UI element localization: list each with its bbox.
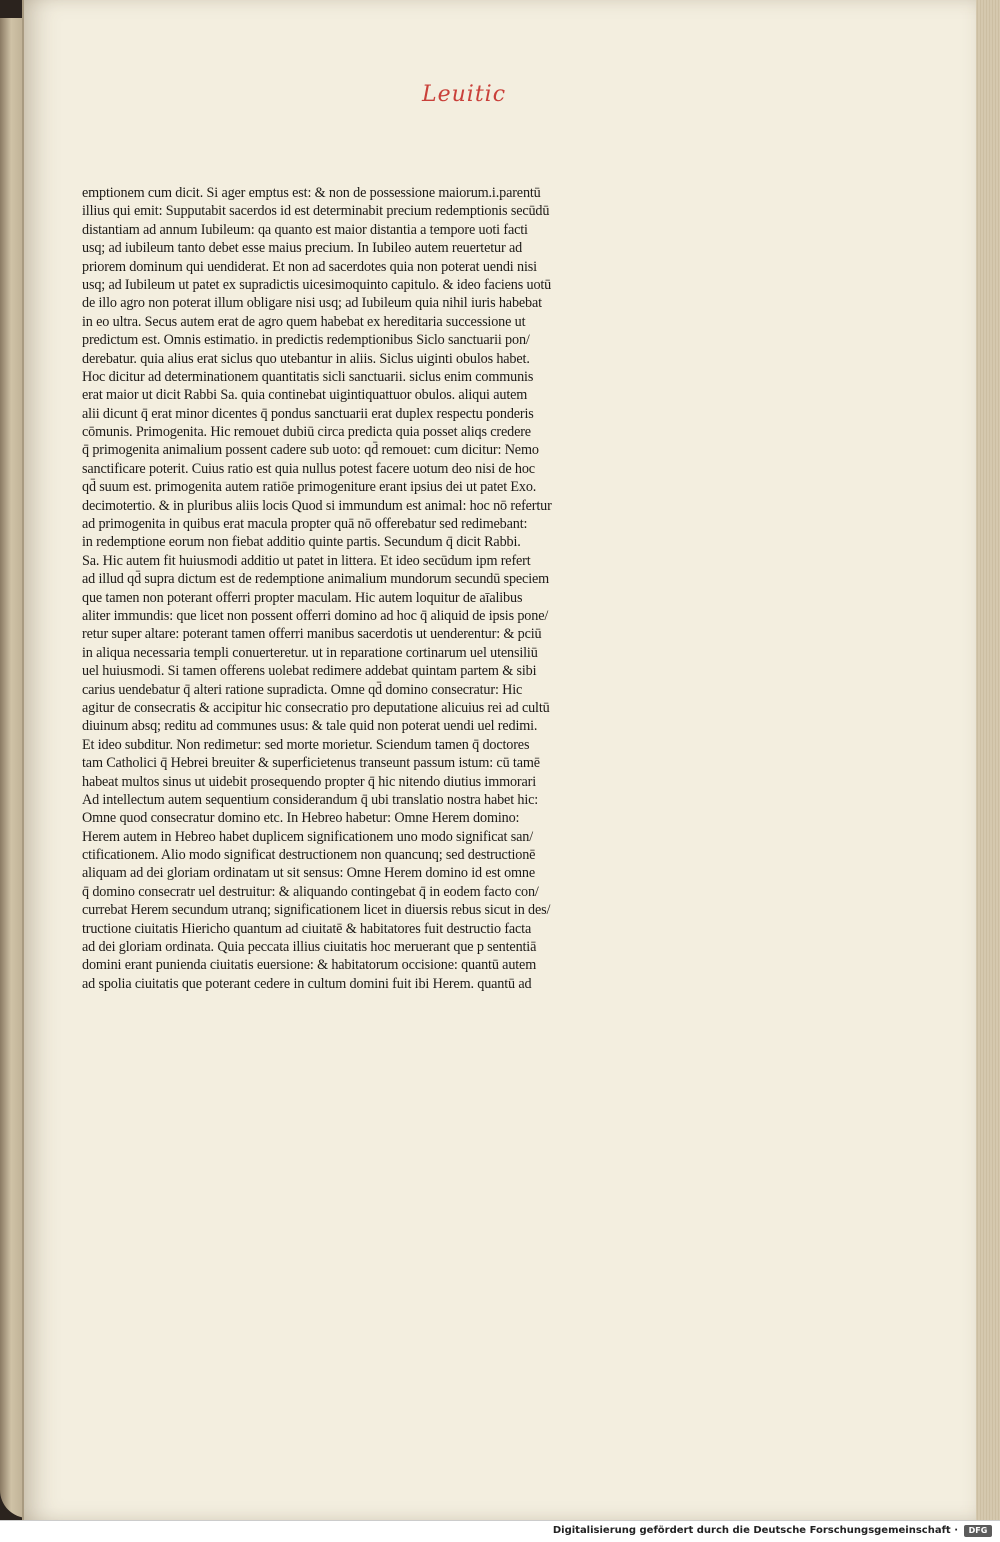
- text-line: ad dei gloriam ordinata. Quia peccata illius ciuitatis hoc meruerant que p sententiā: [82, 939, 537, 956]
- text-line: agitur de consecratis & accipitur hic consecratio pro deputatione alicuius rei ad cultū: [82, 699, 550, 716]
- page-stack-edge: [976, 0, 1000, 1520]
- text-line: in aliqua necessaria templi conuerteretur. ut in reparatione cortinarum uel utensiliū: [82, 644, 538, 661]
- text-line: Ad intellectum autem sequentium considerandum q̄ ubi translatio nostra habet hic:: [82, 791, 539, 808]
- text-line: que tamen non poterant offerri propter maculam. Hic autem loquitur de aīalibus: [82, 589, 523, 606]
- text-line: ad illud qd̄ supra dictum est de redemptione animalium mundorum secundū speciem: [82, 571, 550, 588]
- text-line: decimotertio. & in pluribus aliis locis Quod si immundum est animal: hoc nō refertur: [82, 497, 552, 514]
- text-line: in eo ultra. Secus autem erat de agro quem habebat ex hereditaria successione ut: [82, 313, 526, 330]
- text-line: aliter immundis: que licet non possent offerri domino ad hoc q̄ aliquid de ipsis pone/: [82, 607, 549, 624]
- text-line: tam Catholici q̄ Hebrei breuiter & superficietenus transeunt passum istum: cū tamē: [82, 755, 540, 772]
- text-line: priorem dominum qui uendiderat. Et non ad sacerdotes quia non poterat uendi nisi: [82, 258, 537, 275]
- text-line: diuinum absq; reditu ad communes usus: & tale quid non poterat uendi uel redimi.: [82, 718, 538, 735]
- text-line: usq; ad iubileum tanto debet esse maius precium. In Iubileo autem reuertetur ad: [82, 240, 523, 257]
- text-line: ad primogenita in quibus erat macula propter quā nō offerebatur sed redimebant:: [82, 516, 528, 533]
- text-line: Herem autem in Hebreo habet duplicem significationem uno modo significat san/: [82, 828, 533, 845]
- text-line: q̄ domino consecratr uel destruitur: & aliquando contingebat q̄ in eodem facto con/: [82, 883, 539, 900]
- text-line: emptionem cum dicit. Si ager emptus est: & non de possessione maiorum.i.parentū: [82, 185, 541, 201]
- text-line: de illo agro non poterat illum obligare nisi usq; ad Iubileum quia nihil iuris habebat: [82, 295, 542, 312]
- text-line: habeat multos sinus ut uidebit prosequendo propter q̄ hic nitendo diutius immorari: [82, 773, 536, 790]
- text-line: ctificationem. Alio modo significat destructionem non quancunq; sed destructionē: [82, 847, 536, 864]
- text-line: sanctificare poterit. Cuius ratio est quia nullus potest facere uotum deo nisi de hoc: [82, 460, 535, 477]
- text-line: currebat Herem secundum utranq; significationem licet in diuersis rebus sicut in des/: [82, 902, 551, 919]
- running-head: Leuitic: [422, 82, 507, 107]
- text-line: tructione ciuitatis Hiericho quantum ad ciuitatē & habitatores fuit destructio facta: [82, 920, 532, 937]
- text-line: usq; ad Iubileum ut patet ex supradictis uicesimoquinto capitulo. & ideo faciens uotū: [82, 276, 552, 293]
- text-block: [82, 184, 712, 993]
- text-line: derebatur. quia alius erat siclus quo utebantur in aliis. Siclus uiginti obulos habet.: [82, 350, 530, 367]
- text-line: alii dicunt q̄ erat minor dicentes q̄ pondus sanctuarii erat duplex respectu ponderis: [82, 405, 534, 422]
- funding-credit: Digitalisierung gefördert durch die Deutsche Forschungsgemeinschaft ·: [552, 1525, 958, 1536]
- text-line: q̄ primogenita animalium possent cadere sub uoto: qd̄ remouet: cum dicitur: Nemo: [82, 442, 539, 459]
- text-line: Et ideo subditur. Non redimetur: sed morte morietur. Sciendum tamen q̄ doctores: [82, 736, 530, 753]
- text-line: aliquam ad dei gloriam ordinatam ut sit sensus: Omne Herem domino id est omne: [82, 865, 536, 882]
- text-line: cōmunis. Primogenita. Hic remouet dubiū circa predicta quia posset aliqs credere: [82, 424, 531, 441]
- text-line: uel huiusmodi. Si tamen offerens uolebat redimere addebat quintam partem & sibi: [82, 663, 537, 680]
- text-line: carius uendebatur q̄ alteri ratione supradicta. Omne qd̄ domino consecratur: Hic: [82, 681, 523, 698]
- text-line: erat maior ut dicit Rabbi Sa. quia continebat uigintiquattuor obulos. aliqui autem: [82, 387, 528, 404]
- book-page: [22, 0, 984, 1520]
- text-line: Omne quod consecratur domino etc. In Hebreo habetur: Omne Herem domino:: [82, 810, 520, 827]
- text-line: domini erant punienda ciuitatis euersione: & habitatorum occisione: quantū autem: [82, 957, 537, 974]
- text-line: illius qui emit: Supputabit sacerdos id est determinabit precium redemptionis secūdū: [82, 203, 550, 220]
- text-line: Sa. Hic autem fit huiusmodi additio ut patet in littera. Et ideo secūdum ipm refert: [82, 552, 531, 569]
- text-line: Hoc dicitur ad determinationem quantitatis sicli sanctuarii. siclus enim communis: [82, 368, 534, 385]
- text-line: distantiam ad annum Iubileum: qa quanto est maior distantia a tempore uoti facti: [82, 221, 528, 238]
- text-line: in redemptione eorum non fiebat additio quinte partis. Secundum q̄ dicit Rabbi.: [82, 534, 521, 551]
- text-line: ad spolia ciuitatis que poterant cedere in cultum domini fuit ibi Herem. quantū ad: [82, 975, 532, 992]
- text-line: predictum est. Omnis estimatio. in predictis redemptionibus Siclo sanctuarii pon/: [82, 332, 530, 349]
- dfg-logo: DFG: [964, 1525, 992, 1537]
- text-line: retur super altare: poterant tamen offerri manibus sacerdotis ut uenderentur: & pciū: [82, 626, 542, 643]
- text-line: qd̄ suum est. primogenita autem ratiōe primogeniture erant ipsius dei ut patet Exo.: [82, 479, 537, 496]
- footer-bar: [0, 1520, 1000, 1542]
